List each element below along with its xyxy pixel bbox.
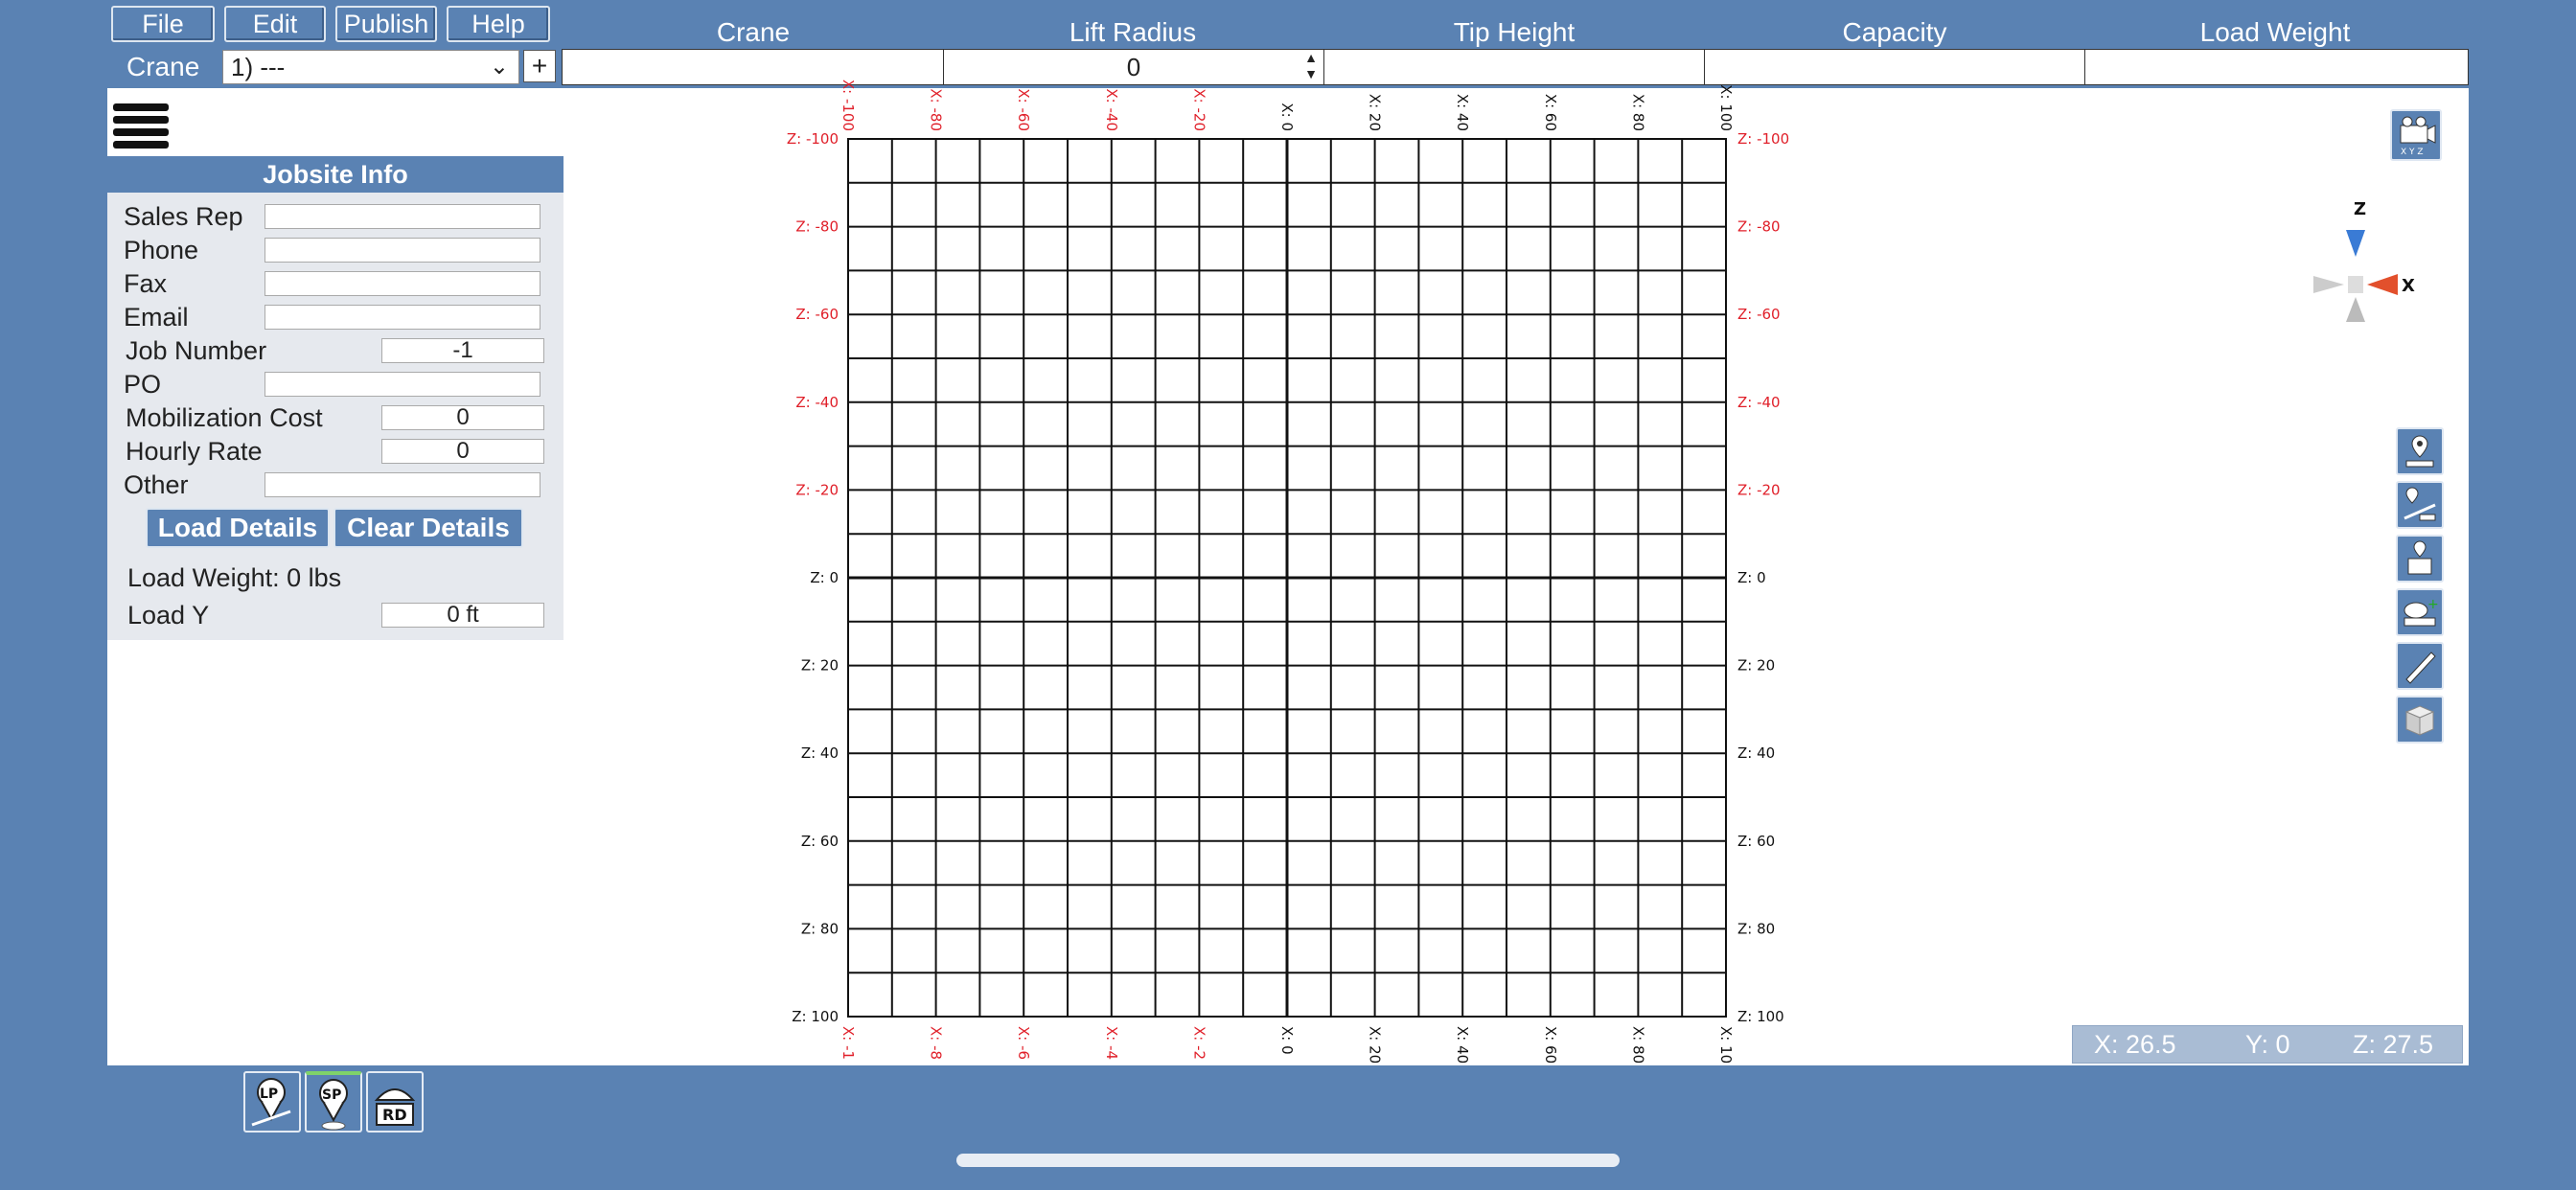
location-pin-person-icon[interactable] bbox=[2396, 427, 2444, 475]
rd-tool-label: RD bbox=[382, 1106, 407, 1124]
z-axis-label-right: Z: -60 bbox=[1737, 306, 1781, 324]
lift-radius-input[interactable] bbox=[944, 50, 1324, 84]
column-header-tip-height: Tip Height bbox=[1453, 17, 1576, 47]
z-axis-label-left: Z: 100 bbox=[792, 1008, 839, 1025]
load-y-input[interactable]: 0 ft bbox=[381, 603, 544, 628]
home-indicator-bar bbox=[956, 1154, 1620, 1167]
z-axis-label-right: Z: 20 bbox=[1737, 656, 1776, 675]
help-menu[interactable]: Help bbox=[447, 6, 550, 42]
column-header-load-weight: Load Weight bbox=[2199, 17, 2351, 47]
z-axis-label-right: Z: -40 bbox=[1737, 393, 1781, 411]
fax-label: Fax bbox=[124, 269, 168, 298]
svg-text:+: + bbox=[2427, 597, 2439, 612]
z-axis-label-right: Z: -100 bbox=[1737, 130, 1790, 148]
z-axis-label-right: Z: 100 bbox=[1737, 1008, 1784, 1025]
column-header-crane: Crane bbox=[716, 17, 791, 47]
cell-load-weight[interactable] bbox=[2085, 50, 2468, 84]
cube-3d-icon[interactable] bbox=[2396, 696, 2444, 744]
email-input[interactable] bbox=[264, 305, 540, 330]
jobsite-info-title: Jobsite Info bbox=[107, 156, 564, 193]
pen-draw-icon[interactable] bbox=[2396, 642, 2444, 690]
x-axis-label-top: X: -20 bbox=[1190, 88, 1208, 131]
column-header-capacity: Capacity bbox=[1842, 17, 1947, 47]
load-details-button[interactable]: Load Details bbox=[146, 508, 330, 548]
x-axis-label-bottom: X: 0 bbox=[1278, 1026, 1296, 1055]
x-axis-label-bottom: X: 40 bbox=[1454, 1026, 1472, 1064]
cell-tip-height[interactable] bbox=[1324, 50, 1705, 84]
x-axis-label-bottom: X: -6 bbox=[1015, 1026, 1033, 1061]
lp-tool-button[interactable] bbox=[243, 1071, 301, 1133]
sales-rep-input[interactable] bbox=[264, 204, 540, 229]
clear-details-button[interactable]: Clear Details bbox=[334, 508, 523, 548]
z-axis-label-right: Z: 0 bbox=[1737, 569, 1766, 586]
publish-menu[interactable]: Publish bbox=[335, 6, 437, 42]
z-axis-label-left: Z: 0 bbox=[810, 569, 839, 586]
x-axis-label-bottom: X: -8 bbox=[927, 1026, 945, 1061]
hourly-rate-input[interactable]: 0 bbox=[381, 439, 544, 464]
z-axis-label-left: Z: 20 bbox=[800, 656, 839, 675]
chevron-down-icon: ⌄ bbox=[489, 54, 509, 80]
phone-label: Phone bbox=[124, 236, 199, 264]
mobilization-cost-label: Mobilization Cost bbox=[126, 403, 323, 432]
crane-select[interactable] bbox=[222, 50, 519, 84]
z-axis-label-left: Z: -100 bbox=[786, 130, 839, 148]
x-axis-label-top: X: 40 bbox=[1454, 93, 1472, 131]
x-axis-label-bottom: X: -4 bbox=[1102, 1026, 1120, 1061]
z-axis-label-right: Z: 80 bbox=[1737, 920, 1776, 938]
x-axis-label-top: X: -40 bbox=[1102, 88, 1120, 131]
job-number-label: Job Number bbox=[126, 336, 267, 365]
x-axis-label-top: X: 80 bbox=[1629, 93, 1647, 131]
other-label: Other bbox=[124, 470, 189, 499]
cell-capacity[interactable] bbox=[1705, 50, 2085, 84]
svg-text:X Y Z: X Y Z bbox=[2401, 148, 2424, 157]
spinner-icon[interactable]: ▲ ▼ bbox=[1304, 50, 1318, 81]
jobsite-info-panel bbox=[107, 156, 564, 640]
mobilization-cost-input[interactable]: 0 bbox=[381, 405, 544, 430]
sp-tool-button[interactable] bbox=[305, 1071, 362, 1133]
x-axis-label-top: X: -60 bbox=[1015, 88, 1033, 131]
x-axis-label-bottom: X: 10 bbox=[1717, 1026, 1735, 1064]
edit-menu[interactable]: Edit bbox=[224, 6, 326, 42]
fax-input[interactable] bbox=[264, 271, 540, 296]
coord-z: Z: 27.5 bbox=[2353, 1029, 2434, 1059]
po-input[interactable] bbox=[264, 372, 540, 397]
coord-y: Y: 0 bbox=[2245, 1029, 2290, 1059]
z-axis-label-left: Z: 60 bbox=[800, 832, 839, 850]
z-axis-label-left: Z: -20 bbox=[795, 481, 839, 499]
coordinate-readout bbox=[2072, 1025, 2463, 1064]
axis-x-label: X bbox=[2402, 276, 2415, 296]
x-axis-label-bottom: X: -2 bbox=[1190, 1026, 1208, 1061]
x-axis-label-top: X: 20 bbox=[1366, 93, 1384, 131]
z-axis-label-left: Z: 40 bbox=[800, 744, 839, 763]
crane-label: Crane bbox=[126, 52, 200, 81]
crane-select-value: 1) --- bbox=[231, 52, 286, 81]
location-pin-crane-icon[interactable] bbox=[2396, 481, 2444, 529]
sp-tool-label: SP bbox=[322, 1087, 342, 1103]
lp-tool-label: LP bbox=[260, 1087, 279, 1102]
axis-gizmo-icon bbox=[2308, 197, 2415, 332]
other-input[interactable] bbox=[264, 472, 540, 497]
tape-measure-add-icon[interactable] bbox=[2396, 588, 2444, 636]
x-axis-label-top: X: 0 bbox=[1278, 103, 1296, 131]
email-label: Email bbox=[124, 303, 189, 332]
x-axis-label-bottom: X: -1 bbox=[840, 1026, 857, 1061]
lift-radius-value: 0 bbox=[1126, 53, 1141, 81]
location-pin-box-icon[interactable] bbox=[2396, 535, 2444, 583]
z-axis-label-right: Z: 40 bbox=[1737, 744, 1776, 763]
x-axis-label-bottom: X: 60 bbox=[1541, 1026, 1559, 1064]
coordinate-grid[interactable] bbox=[767, 79, 1821, 1064]
z-axis-label-left: Z: -60 bbox=[795, 306, 839, 324]
sales-rep-label: Sales Rep bbox=[124, 202, 243, 231]
load-y-label: Load Y bbox=[127, 601, 210, 629]
x-axis-label-top: X: -80 bbox=[927, 88, 945, 131]
cell-crane[interactable] bbox=[563, 50, 944, 84]
axis-z-label: Z bbox=[2354, 199, 2367, 219]
x-axis-label-top: X: 60 bbox=[1541, 93, 1559, 131]
column-header-lift-radius: Lift Radius bbox=[1069, 17, 1197, 47]
x-axis-label-bottom: X: 80 bbox=[1629, 1026, 1647, 1064]
file-menu[interactable]: File bbox=[111, 6, 215, 42]
z-axis-label-left: Z: -40 bbox=[795, 393, 839, 411]
rd-tool-button[interactable] bbox=[366, 1071, 424, 1133]
hamburger-menu-icon[interactable] bbox=[113, 103, 169, 144]
load-weight-text: Load Weight: 0 lbs bbox=[127, 563, 342, 592]
hourly-rate-label: Hourly Rate bbox=[126, 437, 263, 466]
x-axis-label-bottom: X: 20 bbox=[1366, 1026, 1384, 1064]
z-axis-label-left: Z: -80 bbox=[795, 217, 839, 236]
z-axis-label-right: Z: -20 bbox=[1737, 481, 1781, 499]
z-axis-label-right: Z: 60 bbox=[1737, 832, 1776, 850]
job-number-input[interactable]: -1 bbox=[381, 338, 544, 363]
camera-xyz-icon[interactable] bbox=[2390, 109, 2442, 161]
z-axis-label-left: Z: 80 bbox=[800, 920, 839, 938]
coord-x: X: 26.5 bbox=[2094, 1029, 2176, 1059]
po-label: PO bbox=[124, 370, 162, 399]
x-axis-label-top: X: -100 bbox=[840, 79, 857, 131]
add-crane-button[interactable]: + bbox=[523, 50, 556, 82]
z-axis-label-right: Z: -80 bbox=[1737, 217, 1781, 236]
phone-input[interactable] bbox=[264, 238, 540, 263]
x-axis-label-top: X: 100 bbox=[1717, 84, 1735, 131]
